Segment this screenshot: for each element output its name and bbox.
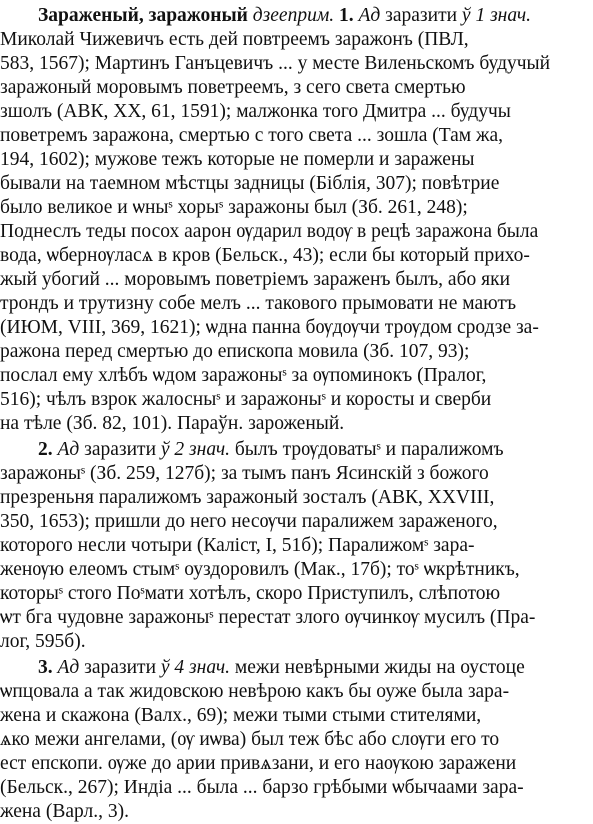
sense-number: 3. (38, 657, 53, 678)
gloss-prefix: Ад (57, 439, 80, 460)
ref-text: 4 знач. (174, 657, 230, 678)
headword: Зараженый, заражоный (38, 5, 248, 26)
sense-number: 1. (339, 5, 354, 26)
text-line: заражоныˢ (Зб. 259, 127б); за тымъ панъ Ясинскій з божого (0, 463, 489, 484)
ref-text: 1 знач. (475, 5, 532, 26)
sense-3-header-line (38, 656, 585, 680)
text-line: ражона перед смертью до епископа мовила (Зб. 107, 93); (0, 341, 470, 362)
part-of-speech: дзеeприм. (252, 5, 335, 26)
text-line: зшолъ (АВК, XX, 61, 1591); малжонка того Дмитра ... будучы (0, 101, 511, 122)
text-line: 194, 1602); мужове тежъ которые не померли и заражены (0, 149, 475, 170)
text-line: ѧко межи ангелами, (ѹ иѡва) был теж бѣс або слѹги его то (0, 729, 500, 750)
ref-text: 2 знач. (174, 439, 230, 460)
text-line: трондъ и трутизну собе мелъ ... такового прымовати не маютъ (0, 293, 517, 314)
text-line: презреньня паралижомъ заражоный зосталъ (АВК, XXVIII, (0, 487, 495, 508)
text-line: поветремъ заражона, смертью с того света ... зошла (Там жа, (0, 125, 504, 146)
text-line: на тѣле (Зб. 82, 101). Параўн. зароженый. (0, 413, 345, 434)
text-line: вода, ѡбернѹласѧ в кров (Бельск., 43); если бы который прихо- (0, 245, 530, 266)
entry-header-line (38, 4, 585, 28)
text-line: жена (Варл., 3). (0, 801, 129, 822)
text-line: ѡт бга чудовне заражоныˢ перестат злого ѹчинкѹ мусилъ (Пра- (0, 607, 536, 628)
sense-2-header-line (38, 438, 585, 462)
text-line: которого несли чотыри (Калiст, I, 51б); Паралижомˢ зара- (0, 535, 475, 556)
text-line: женѹю елеомъ стымˢ оуздоровилъ (Мак., 17б); тоˢ ѡкрѣтникъ, (0, 559, 520, 580)
text-line: бывали на таемном мѣстцы задницы (Бiблiя, 307); повѣтрие (0, 173, 500, 194)
text-line: ѡпцовала а так жидовскою невѣрою какъ бы оуже была зара- (0, 681, 510, 702)
text-line: жена и скажона (Валх., 69); межи тыми стыми стителями, (0, 705, 482, 726)
ref-glyph: ў (461, 5, 471, 26)
ref-glyph: ў (160, 439, 170, 460)
text-line: 350, 1653); пришли до него несѹчи паралижем зараженого, (0, 511, 498, 532)
text-line: заражоный моровымъ поветреемъ, з сего света смертью (0, 77, 466, 98)
text-line: Миколай Чижевичъ есть дей повтреемъ заражонъ (ПВЛ, (0, 29, 469, 50)
text-line: межи невѣрными жиды на оустоце (234, 657, 525, 678)
gloss-prefix: Ад (57, 657, 80, 678)
gloss-text: заразити (84, 657, 157, 678)
text-line: лог, 595б). (0, 631, 86, 652)
text-line: (Бельск., 267); Индiа ... была ... барзо грѣбыми ѡбычаами зара- (0, 777, 524, 798)
gloss-prefix: Ад (358, 5, 381, 26)
text-line: 516); чѣлъ взрок жалосныˢ и заражоныˢ и коросты и сверби (0, 389, 492, 410)
ref-glyph: ў (160, 657, 170, 678)
text-line: было великое и ѡныˢ хорыˢ заражоны был (Зб. 261, 248); (0, 197, 468, 218)
text-line: которыˢ стого Поˢмати хотѣлъ, скоро Приступилъ, слѣпотою (0, 583, 501, 604)
gloss-text: заразити (385, 5, 458, 26)
text-line: 583, 1567); Мартинъ Ганъцевичъ ... у месте Виленьскомъ будучый (0, 53, 551, 74)
text-line: былъ трѹдоватыˢ и паралижомъ (234, 439, 504, 460)
text-line: Поднеслъ теды посох аарон ѹдарил водѹ в рецѣ заражона была (0, 221, 539, 242)
text-line: жый убогий ... моровымъ поветріемъ зараженъ былъ, або яки (0, 269, 510, 290)
sense-number: 2. (38, 439, 53, 460)
text-line: ест епскопи. ѹже до арии привѧзани, и его наѹкою заражени (0, 753, 517, 774)
gloss-text: заразити (84, 439, 157, 460)
text-line: (ИЮМ, VIII, 369, 1621); ѡдна панна бѹдѹчи трѹдом сродзе за- (0, 317, 539, 338)
text-line: послал ему хлѣбъ ѡдом заражоныˢ за ѹпоминокъ (Пралог, (0, 365, 487, 386)
